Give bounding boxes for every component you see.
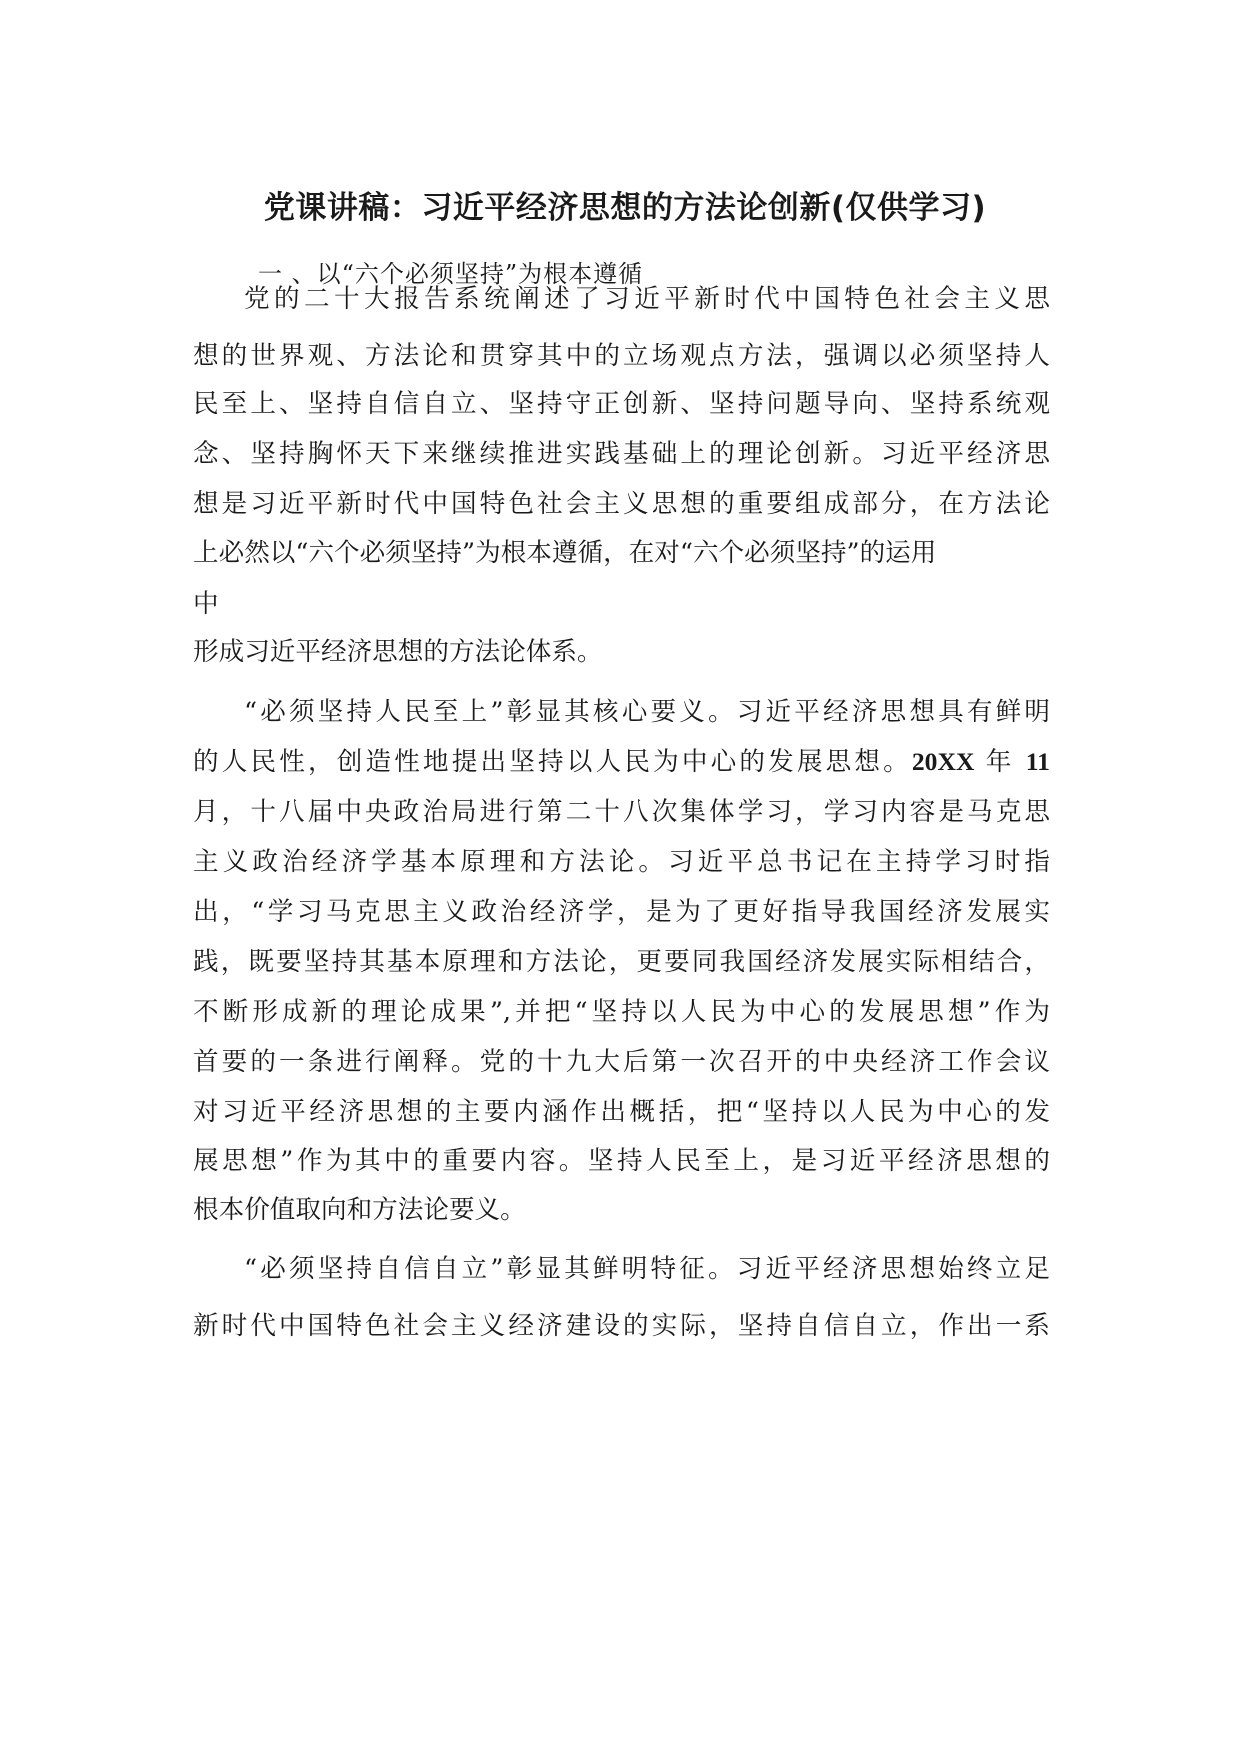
paragraph-2-line-8: 首要的一条进行阐释。党的十九大后第一次召开的中央经济工作会议 [193, 1047, 1050, 1077]
paragraph-2-line-2 [193, 742, 1050, 782]
year-unit: 年 [985, 747, 1015, 777]
paragraph-3-line-2: 新时代中国特色社会主义经济建设的实际，坚持自信自立，作出一系 [193, 1311, 1050, 1341]
paragraph-1-line-3: 民至上、坚持自信自立、坚持守正创新、坚持问题导向、坚持系统观 [193, 389, 1050, 419]
paragraph-3-line-1: “必须坚持自信自立”彰显其鲜明特征。习近平经济思想始终立足 [244, 1254, 1050, 1284]
paragraph-1-line-7: 中 [193, 589, 219, 619]
paragraph-2-line-7: 不断形成新的理论成果”,并把“坚持以人民为中心的发展思想”作为 [193, 997, 1050, 1027]
paragraph-1-line-4: 念、坚持胸怀天下来继续推进实践基础上的理论创新。习近平经济思 [193, 439, 1050, 469]
paragraph-2-line-6: 践，既要坚持其基本原理和方法论，更要同我国经济发展实际相结合， [193, 947, 1050, 977]
paragraph-1-line-2: 想的世界观、方法论和贯穿其中的立场观点方法，强调以必须坚持人 [193, 341, 1050, 371]
paragraph-2-line-1: “必须坚持人民至上”彰显其核心要义。习近平经济思想具有鲜明 [244, 697, 1050, 727]
paragraph-2-line-9: 对习近平经济思想的主要内涵作出概括，把“坚持以人民为中心的发 [193, 1097, 1050, 1127]
paragraph-1-line-8: 形成习近平经济思想的方法论体系。 [193, 637, 603, 667]
paragraph-2-line-2-text: 的人民性，创造性地提出坚持以人民为中心的发展思想。 [193, 747, 912, 777]
paragraph-2-line-11: 根本价值取向和方法论要义。 [193, 1195, 526, 1225]
paragraph-2-line-5: 出，“学习马克思主义政治经济学，是为了更好指导我国经济发展实 [193, 897, 1050, 927]
section-heading: 一 、以“六个必须坚持”为根本遵循 [258, 260, 644, 288]
paragraph-1-line-1: 党的二十大报告系统阐述了习近平新时代中国特色社会主义思 [244, 284, 1050, 314]
paragraph-2-line-4: 主义政治经济学基本原理和方法论。习近平总书记在主持学习时指 [193, 847, 1050, 877]
paragraph-1-line-6: 上必然以“六个必须坚持”为根本遵循，在对“六个必须坚持”的运用 [193, 538, 937, 568]
document-title: 党课讲稿：习近平经济思想的方法论创新(仅供学习) [263, 190, 987, 226]
paragraph-2-line-3: 月，十八届中央政治局进行第二十八次集体学习，学习内容是马克思 [193, 797, 1050, 827]
month-value: 11 [1025, 747, 1050, 776]
paragraph-2-line-10: 展思想”作为其中的重要内容。坚持人民至上，是习近平经济思想的 [193, 1146, 1050, 1176]
year-value: 20XX [911, 747, 975, 776]
paragraph-1-line-5: 想是习近平新时代中国特色社会主义思想的重要组成部分，在方法论 [193, 489, 1050, 519]
